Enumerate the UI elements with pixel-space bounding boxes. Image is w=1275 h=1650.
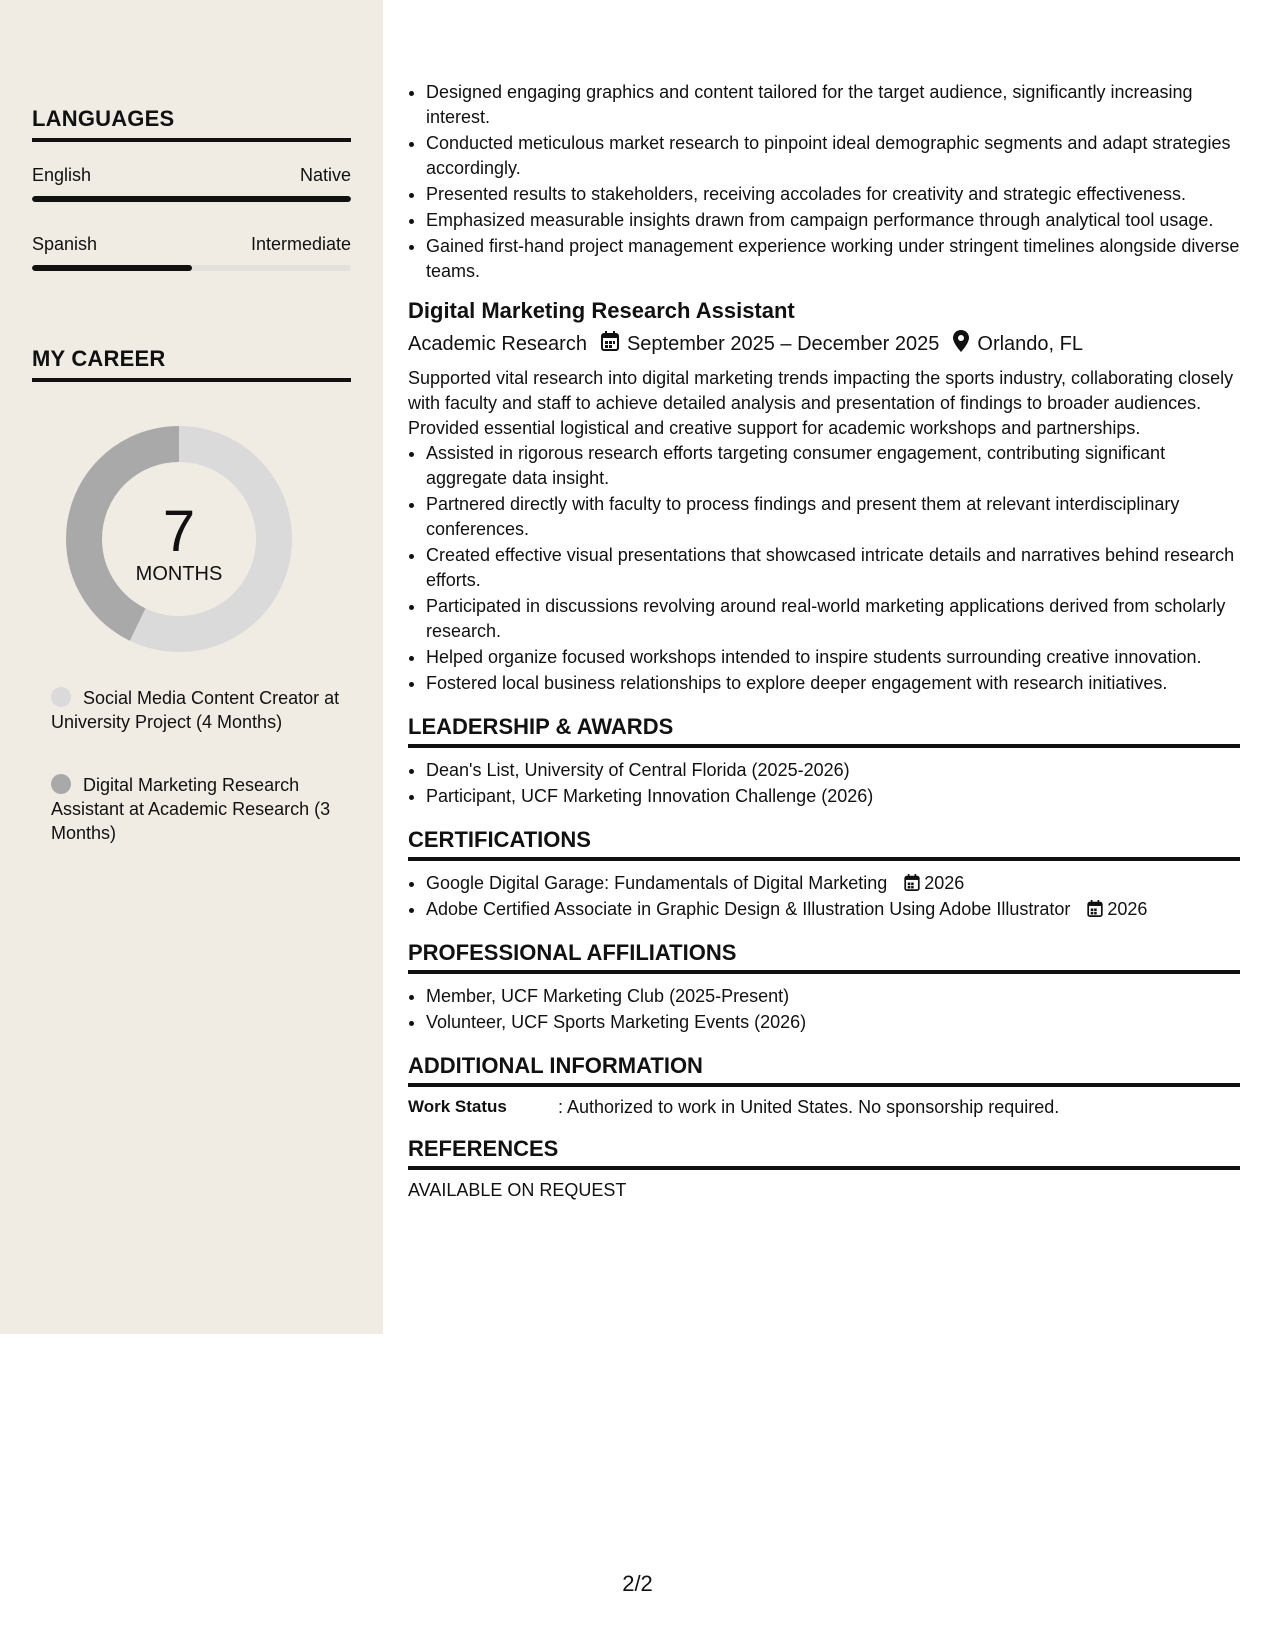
list-item: • Created effective visual presentations that showcased intricate details and narratives behind research efforts. [426, 543, 1240, 593]
calendar-icon [1087, 900, 1103, 917]
work-status-row [408, 1097, 1240, 1118]
job-company: Academic Research [408, 332, 587, 355]
certification-date-value: 2026 [1107, 899, 1148, 919]
language-name: Spanish [32, 234, 98, 254]
list-item: • Conducted meticulous market research to pinpoint ideal demographic segments and adapt strategies accordingly. [426, 131, 1240, 181]
certification-name: Google Digital Garage: Fundamentals of Digital Marketing [426, 873, 888, 893]
language-bar-english [32, 196, 351, 202]
certification-name: Adobe Certified Associate in Graphic Design & Illustration Using Adobe Illustrator [426, 899, 1071, 919]
affiliations-heading: PROFESSIONAL AFFILIATIONS [408, 940, 1240, 974]
certifications-list [408, 871, 1240, 922]
career-legend-item [51, 773, 341, 845]
references-heading: REFERENCES [408, 1136, 1240, 1170]
certification-date [1087, 899, 1147, 919]
languages-heading: LANGUAGES [32, 106, 351, 142]
work-status-value: : Authorized to work in United States. No sponsorship required. [558, 1097, 1060, 1117]
list-item: • Fostered local business relationships to explore deeper engagement with research initiatives. [426, 671, 1240, 696]
language-bar-fill [32, 265, 192, 271]
job-bullets [408, 441, 1240, 696]
page-number: 2/2 [622, 1571, 653, 1596]
list-item: • Participated in discussions revolving around real-world marketing applications derived from scholarly research. [426, 594, 1240, 644]
legend-label: Social Media Content Creator at University Project (4 Months) [51, 688, 340, 732]
language-bar-fill [32, 196, 351, 202]
previous-job-bullets [408, 80, 1240, 284]
list-item: • Emphasized measurable insights drawn from campaign performance through analytical tool usage. [426, 208, 1240, 233]
language-row-english [32, 165, 351, 186]
list-item: • Presented results to stakeholders, receiving accolades for creativity and strategic effectiveness. [426, 182, 1240, 207]
career-total-unit: MONTHS [135, 563, 223, 585]
list-item: • Volunteer, UCF Sports Marketing Events (2026) [426, 1010, 1240, 1035]
main-content [408, 0, 1240, 1201]
career-legend-item [51, 686, 341, 734]
leadership-heading: LEADERSHIP & AWARDS [408, 714, 1240, 748]
job-location: Orlando, FL [977, 332, 1083, 355]
language-row-spanish [32, 234, 351, 255]
language-level: Intermediate [250, 234, 351, 254]
career-heading: MY CAREER [32, 346, 351, 382]
additional-info-heading: ADDITIONAL INFORMATION [408, 1053, 1240, 1087]
job-meta [408, 330, 1240, 358]
language-name: English [32, 165, 92, 185]
list-item: • Gained first-hand project management experience working under stringent timelines alongside diverse teams. [426, 234, 1240, 284]
career-total-value: 7 [162, 499, 196, 564]
list-item: • Helped organize focused workshops intended to inspire students surrounding creative innovation. [426, 645, 1240, 670]
job-dates: September 2025 – December 2025 [626, 332, 940, 355]
list-item: • Member, UCF Marketing Club (2025-Present) [426, 984, 1240, 1009]
job-title: Digital Marketing Research Assistant [408, 298, 795, 323]
affiliations-list [408, 984, 1240, 1035]
list-item: • Participant, UCF Marketing Innovation Challenge (2026) [426, 784, 1240, 809]
list-item: • Dean's List, University of Central Florida (2025-2026) [426, 758, 1240, 783]
calendar-icon [601, 331, 619, 357]
language-level: Native [299, 165, 351, 185]
job-description: Supported vital research into digital marketing trends impacting the sports industry, collaborating closely with faculty and staff to achieve detailed analysis and presentation of findings to broader audiences. Provided essential logistical and creative support for academic workshops and partnerships. [408, 368, 1234, 438]
leadership-list [408, 758, 1240, 809]
certification-date [904, 873, 964, 893]
language-bar-spanish [32, 265, 351, 271]
list-item: • Designed engaging graphics and content tailored for the target audience, significantly increasing interest. [426, 80, 1240, 130]
work-status-key: Work Status [408, 1097, 507, 1116]
list-item [426, 871, 1240, 896]
legend-swatch [51, 687, 71, 707]
legend-label: Digital Marketing Research Assistant at Academic Research (3 Months) [51, 775, 331, 843]
certifications-heading: CERTIFICATIONS [408, 827, 1240, 861]
list-item: • Assisted in rigorous research efforts targeting consumer engagement, contributing significant aggregate data insight. [426, 441, 1240, 491]
career-donut-chart [66, 426, 292, 652]
certification-date-value: 2026 [924, 873, 965, 893]
calendar-icon [904, 874, 920, 891]
map-pin-icon [953, 330, 969, 358]
list-item [426, 897, 1240, 922]
legend-swatch [51, 774, 71, 794]
sidebar [0, 0, 383, 1334]
list-item: • Partnered directly with faculty to process findings and present them at relevant interdisciplinary conferences. [426, 492, 1240, 542]
references-text: AVAILABLE ON REQUEST [408, 1180, 627, 1200]
